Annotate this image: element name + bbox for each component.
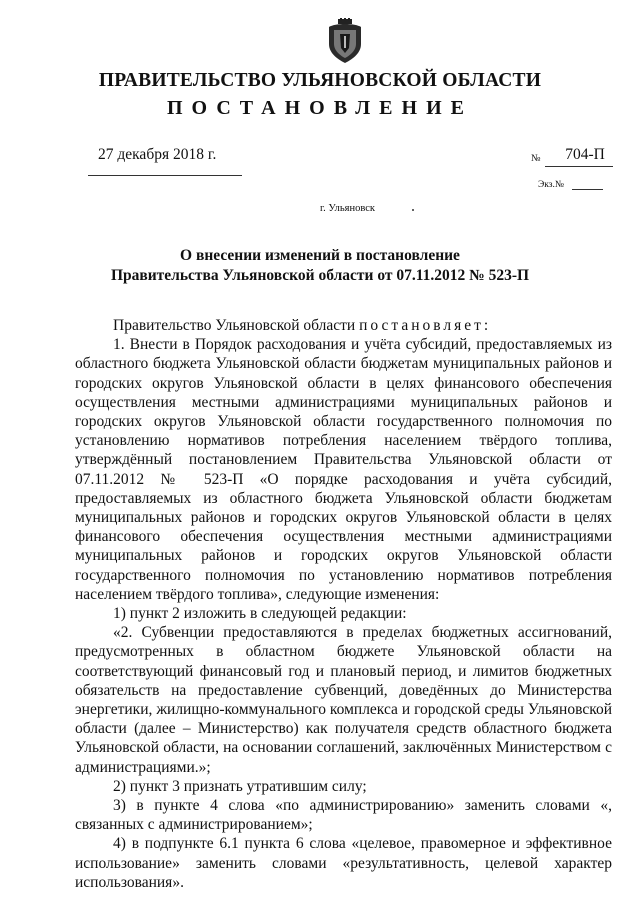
paragraph-1: 1. Внести в Порядок расходования и учёта субсидий, предоставляемых из областного бюджета Ульяновской области бюджетам муниципальных районов и городских округов Ульяновской области в целях финансового обеспечения осуществления местными администрациями муниципальных районов и городских округов Ульяновской области государственного полномочия по установлению нормативов потребления населением твёрдого топлива, утверждённый постановлением Правительства Ульяновской области от 07.11.2012 № 523-П «О порядке расходования и учёта субсидий, предоставляемых из областного бюджета Ульяновской области бюджетам муниципальных районов и городских округов Ульяновской области в целях финансового обеспечения осуществления местными администрациями муниципальных районов и городских округов Ульяновской области государственного полномочия по установлению нормативов потребления населением твёрдого топлива», следующие изменения: <box>75 336 612 603</box>
copy-number-label: Экз.№ <box>538 180 564 190</box>
intro-verb: постановляет: <box>359 317 492 334</box>
document-type: ПОСТАНОВЛЕНИЕ <box>167 97 473 119</box>
intro-text: Правительство Ульяновской области <box>113 317 360 334</box>
document-title-line-2: Правительства Ульяновской области от 07.11.2012 № 523-П <box>110 267 530 284</box>
date-underline <box>88 175 242 176</box>
stray-mark <box>412 209 414 211</box>
organization-name: ПРАВИТЕЛЬСТВО УЛЬЯНОВСКОЙ ОБЛАСТИ <box>98 70 542 91</box>
paragraph-5: 3) в пункте 4 слова «по администрированию» заменить словами «, связанных с администрированием»; <box>75 797 612 834</box>
city: г. Ульяновск <box>320 203 376 214</box>
paragraph-3: «2. Субвенции предоставляются в пределах бюджетных ассигнований, предусмотренных в областном бюджете Ульяновской области на соответствующий финансовый год и плановый период, и лимитов бюджетных обязательств на предоставление субвенций, доведённых до Министерства энергетики, жилищно-коммунального комплекса и городской среды Ульяновской области (далее – Министерство) как получателя средств областного бюджета Ульяновской области, на основании соглашений, заключённых Министерством с администрациями.»; <box>75 624 612 776</box>
document-date: 27 декабря 2018 г. <box>98 146 217 163</box>
paragraph-2: 1) пункт 2 изложить в следующей редакции: <box>113 605 407 623</box>
paragraph-4: 2) пункт 3 признать утратившим силу; <box>113 777 367 795</box>
number-underline <box>545 166 613 167</box>
paragraph-6: 4) в подпункте 6.1 пункта 6 слова «целевое, правомерное и эффективное использование» заменить словами «результативность, целевой характер использования». <box>75 835 612 891</box>
document-title-line-1: О внесении изменений в постановление <box>180 247 460 264</box>
copy-number-underline <box>572 189 603 190</box>
document-number: 704-П <box>565 146 605 163</box>
number-prefix: № <box>531 153 541 164</box>
intro-paragraph <box>75 316 612 335</box>
coat-of-arms-icon <box>327 18 363 64</box>
document-body <box>75 316 612 892</box>
